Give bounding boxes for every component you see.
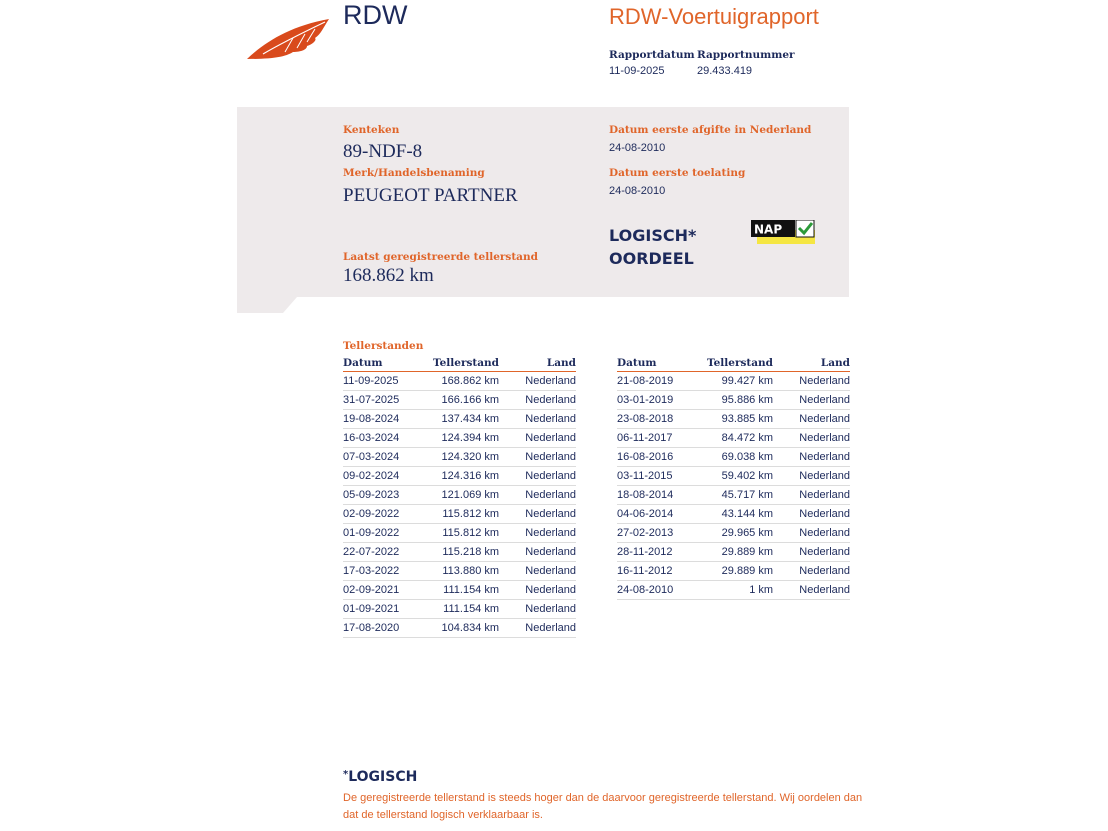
col-datum: Datum [343,356,433,372]
footnote-title-text: LOGISCH [348,769,418,785]
reading-km: 124.394 km [433,429,499,448]
reading-country: Nederland [499,486,576,505]
readings-table-left [343,356,576,638]
table-row [617,467,850,486]
table-row [343,524,576,543]
reading-country: Nederland [499,562,576,581]
col-land: Land [499,356,576,372]
report-title: RDW-Voertuigrapport [609,4,819,29]
laatst-tellerstand-label: Laatst geregistreerde tellerstand [343,251,538,263]
readings-table-right [617,356,850,600]
reading-country: Nederland [773,429,850,448]
reading-km: 45.717 km [707,486,773,505]
reading-km: 95.886 km [707,391,773,410]
rapportdatum-value: 11-09-2025 [609,65,665,77]
table-row [617,505,850,524]
reading-date: 09-02-2024 [343,467,433,486]
table-row [343,619,576,638]
table-row [343,486,576,505]
table-row [343,410,576,429]
table-row [343,448,576,467]
reading-km: 166.166 km [433,391,499,410]
toelating-value: 24-08-2010 [609,185,666,197]
table-row [343,562,576,581]
reading-date: 31-07-2025 [343,391,433,410]
reading-country: Nederland [499,410,576,429]
kenteken-label: Kenteken [343,124,400,136]
table-row [617,524,850,543]
table-row [343,372,576,391]
reading-km: 111.154 km [433,600,499,619]
footnote-asterisk: * [343,769,349,780]
reading-country: Nederland [499,429,576,448]
table-row [617,448,850,467]
footnote-title [343,769,417,785]
reading-date: 02-09-2021 [343,581,433,600]
reading-date: 01-09-2022 [343,524,433,543]
reading-km: 59.402 km [707,467,773,486]
reading-country: Nederland [773,562,850,581]
tellerstanden-title: Tellerstanden [343,340,424,352]
reading-date: 02-09-2022 [343,505,433,524]
merk-label: Merk/Handelsbenaming [343,167,485,179]
reading-country: Nederland [773,543,850,562]
reading-country: Nederland [773,505,850,524]
table-row [343,429,576,448]
reading-country: Nederland [499,467,576,486]
reading-km: 29.965 km [707,524,773,543]
reading-country: Nederland [499,372,576,391]
reading-country: Nederland [773,467,850,486]
reading-km: 29.889 km [707,543,773,562]
table-row [343,391,576,410]
table-row [343,600,576,619]
col-land: Land [773,356,850,372]
rdw-leaf-logo-icon [245,14,335,62]
nap-logo-icon [751,220,815,244]
rapportdatum-label: Rapportdatum [609,49,695,61]
reading-km: 43.144 km [707,505,773,524]
reading-country: Nederland [499,581,576,600]
table-row [343,467,576,486]
reading-km: 115.218 km [433,543,499,562]
reading-km: 1 km [707,581,773,600]
reading-date: 03-01-2019 [617,391,707,410]
reading-km: 104.834 km [433,619,499,638]
nap-logo-text: NAP [754,222,783,237]
reading-date: 22-07-2022 [343,543,433,562]
table-row [617,562,850,581]
reading-country: Nederland [773,391,850,410]
toelating-label: Datum eerste toelating [609,167,746,179]
col-tellerstand: Tellerstand [433,356,499,372]
reading-country: Nederland [499,448,576,467]
reading-km: 113.880 km [433,562,499,581]
reading-date: 24-08-2010 [617,581,707,600]
reading-date: 04-06-2014 [617,505,707,524]
reading-country: Nederland [773,486,850,505]
reading-country: Nederland [499,505,576,524]
reading-km: 115.812 km [433,524,499,543]
reading-km: 124.320 km [433,448,499,467]
reading-date: 17-03-2022 [343,562,433,581]
laatst-tellerstand-value: 168.862 km [343,265,434,286]
reading-date: 19-08-2024 [343,410,433,429]
table-row [617,581,850,600]
reading-date: 16-11-2012 [617,562,707,581]
reading-km: 115.812 km [433,505,499,524]
reading-km: 111.154 km [433,581,499,600]
afgifte-value: 24-08-2010 [609,142,666,154]
reading-date: 16-08-2016 [617,448,707,467]
reading-country: Nederland [499,600,576,619]
reading-country: Nederland [773,448,850,467]
reading-date: 27-02-2013 [617,524,707,543]
afgifte-label: Datum eerste afgifte in Nederland [609,124,812,136]
merk-value: PEUGEOT PARTNER [343,185,518,206]
reading-date: 16-03-2024 [343,429,433,448]
reading-country: Nederland [773,372,850,391]
reading-country: Nederland [499,524,576,543]
rapportnummer-label: Rapportnummer [697,49,795,61]
reading-date: 03-11-2015 [617,467,707,486]
reading-date: 05-09-2023 [343,486,433,505]
reading-km: 69.038 km [707,448,773,467]
col-tellerstand: Tellerstand [707,356,773,372]
reading-km: 99.427 km [707,372,773,391]
table-row [617,372,850,391]
table-row [343,581,576,600]
reading-date: 01-09-2021 [343,600,433,619]
oordeel-line-2: OORDEEL [609,249,694,268]
reading-date: 07-03-2024 [343,448,433,467]
reading-date: 17-08-2020 [343,619,433,638]
oordeel-line-1: LOGISCH* [609,226,697,245]
oordeel-text [609,224,696,270]
reading-km: 137.434 km [433,410,499,429]
table-row [617,410,850,429]
reading-country: Nederland [499,619,576,638]
reading-date: 11-09-2025 [343,372,433,391]
reading-km: 121.069 km [433,486,499,505]
reading-km: 84.472 km [707,429,773,448]
rapportnummer-value: 29.433.419 [697,65,753,77]
footnote-text: De geregistreerde tellerstand is steeds hoger dan de daarvoor geregistreerde tellerstand. Wij oordelen dan dat de tellerstand logisch verklaarbaar is. [343,792,863,821]
reading-km: 93.885 km [707,410,773,429]
reading-date: 18-08-2014 [617,486,707,505]
reading-km: 124.316 km [433,467,499,486]
table-row [343,505,576,524]
reading-date: 21-08-2019 [617,372,707,391]
table-row [617,486,850,505]
reading-km: 168.862 km [433,372,499,391]
reading-km: 29.889 km [707,562,773,581]
reading-country: Nederland [773,410,850,429]
reading-date: 23-08-2018 [617,410,707,429]
table-row [617,429,850,448]
reading-country: Nederland [773,524,850,543]
table-row [617,391,850,410]
reading-country: Nederland [499,391,576,410]
reading-country: Nederland [773,581,850,600]
col-datum: Datum [617,356,707,372]
kenteken-value: 89-NDF-8 [343,141,423,162]
brand-name: RDW [343,0,408,30]
reading-country: Nederland [499,543,576,562]
reading-date: 28-11-2012 [617,543,707,562]
reading-date: 06-11-2017 [617,429,707,448]
table-row [617,543,850,562]
table-row [343,543,576,562]
card-notch [237,297,297,313]
